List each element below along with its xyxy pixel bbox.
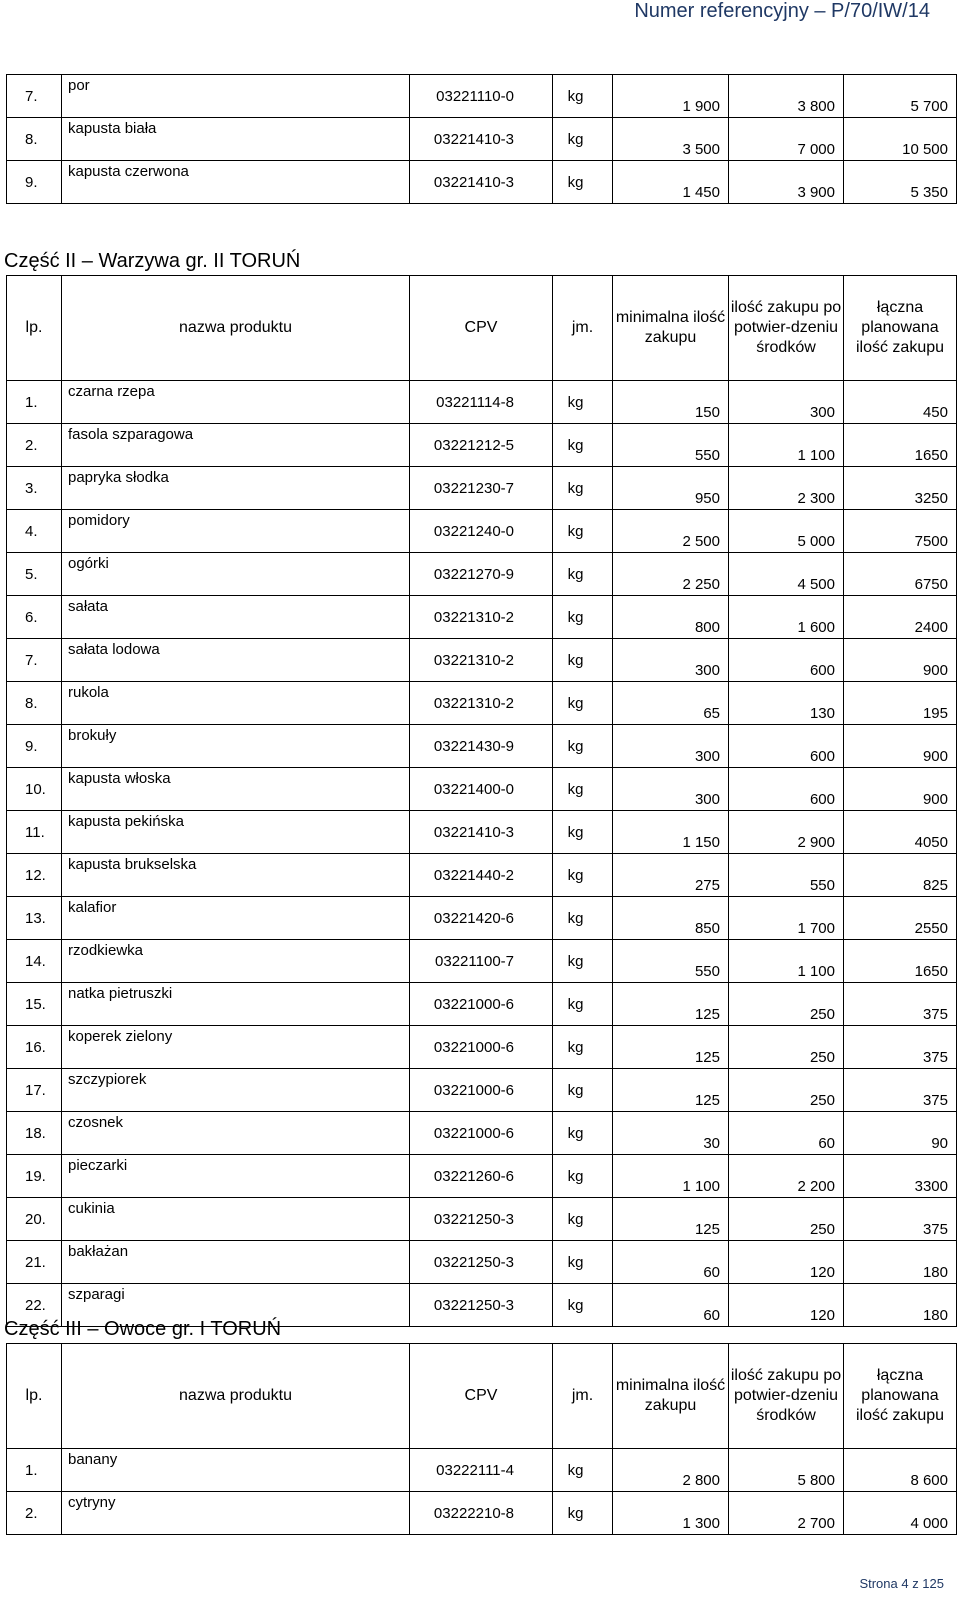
min-quantity: 2 250 xyxy=(613,553,729,596)
product-name: kapusta brukselska xyxy=(62,854,410,897)
table-row xyxy=(7,118,957,161)
row-lp: 9. xyxy=(7,725,62,768)
row-lp: 17. xyxy=(7,1069,62,1112)
part2-header-row xyxy=(7,276,957,381)
total-quantity: 8 600 xyxy=(844,1449,957,1492)
row-lp: 8. xyxy=(7,118,62,161)
product-name: pomidory xyxy=(62,510,410,553)
table-row xyxy=(7,725,957,768)
min-quantity: 1 450 xyxy=(613,161,729,204)
row-lp: 1. xyxy=(7,381,62,424)
unit: kg xyxy=(553,75,613,118)
unit: kg xyxy=(553,118,613,161)
part3-header-row xyxy=(7,1344,957,1449)
total-quantity: 375 xyxy=(844,1069,957,1112)
row-lp: 2. xyxy=(7,424,62,467)
cpv-code: 03222111-4 xyxy=(410,1449,553,1492)
table-row xyxy=(7,467,957,510)
extra-quantity: 3 800 xyxy=(729,75,844,118)
unit: kg xyxy=(553,639,613,682)
product-name: brokuły xyxy=(62,725,410,768)
product-name: czosnek xyxy=(62,1112,410,1155)
cpv-code: 03221110-0 xyxy=(410,75,553,118)
header-zak: ilość zakupu po potwier-dzeniu środków xyxy=(729,1344,844,1449)
unit: kg xyxy=(553,940,613,983)
product-name: czarna rzepa xyxy=(62,381,410,424)
row-lp: 7. xyxy=(7,75,62,118)
unit: kg xyxy=(553,596,613,639)
unit: kg xyxy=(553,1241,613,1284)
unit: kg xyxy=(553,161,613,204)
cpv-code: 03221212-5 xyxy=(410,424,553,467)
unit: kg xyxy=(553,983,613,1026)
table-row xyxy=(7,1492,957,1535)
cpv-code: 03221250-3 xyxy=(410,1198,553,1241)
cpv-code: 03221240-0 xyxy=(410,510,553,553)
table-row xyxy=(7,596,957,639)
unit: kg xyxy=(553,510,613,553)
product-name: cytryny xyxy=(62,1492,410,1535)
table-row xyxy=(7,639,957,682)
header-min: minimalna ilość zakupu xyxy=(613,1344,729,1449)
part1-table xyxy=(6,74,957,204)
part1-table-body xyxy=(7,75,957,204)
row-lp: 6. xyxy=(7,596,62,639)
min-quantity: 800 xyxy=(613,596,729,639)
unit: kg xyxy=(553,1069,613,1112)
extra-quantity: 2 700 xyxy=(729,1492,844,1535)
total-quantity: 1650 xyxy=(844,424,957,467)
extra-quantity: 250 xyxy=(729,983,844,1026)
row-lp: 16. xyxy=(7,1026,62,1069)
total-quantity: 180 xyxy=(844,1241,957,1284)
extra-quantity: 120 xyxy=(729,1241,844,1284)
product-name: cukinia xyxy=(62,1198,410,1241)
min-quantity: 125 xyxy=(613,1198,729,1241)
unit: kg xyxy=(553,1026,613,1069)
extra-quantity: 1 100 xyxy=(729,424,844,467)
header-cpv: CPV xyxy=(410,276,553,381)
min-quantity: 65 xyxy=(613,682,729,725)
extra-quantity: 130 xyxy=(729,682,844,725)
product-name: szparagi xyxy=(62,1284,410,1327)
extra-quantity: 4 500 xyxy=(729,553,844,596)
total-quantity: 5 700 xyxy=(844,75,957,118)
cpv-code: 03221000-6 xyxy=(410,983,553,1026)
row-lp: 10. xyxy=(7,768,62,811)
min-quantity: 1 900 xyxy=(613,75,729,118)
unit: kg xyxy=(553,854,613,897)
total-quantity: 5 350 xyxy=(844,161,957,204)
extra-quantity: 60 xyxy=(729,1112,844,1155)
row-lp: 13. xyxy=(7,897,62,940)
extra-quantity: 600 xyxy=(729,725,844,768)
header-jm: jm. xyxy=(553,276,613,381)
table-row xyxy=(7,854,957,897)
unit: kg xyxy=(553,725,613,768)
table-row xyxy=(7,424,957,467)
row-lp: 14. xyxy=(7,940,62,983)
table-row xyxy=(7,1112,957,1155)
min-quantity: 300 xyxy=(613,639,729,682)
cpv-code: 03221230-7 xyxy=(410,467,553,510)
cpv-code: 03221260-6 xyxy=(410,1155,553,1198)
row-lp: 7. xyxy=(7,639,62,682)
row-lp: 21. xyxy=(7,1241,62,1284)
total-quantity: 2400 xyxy=(844,596,957,639)
unit: kg xyxy=(553,1155,613,1198)
cpv-code: 03221430-9 xyxy=(410,725,553,768)
table-row xyxy=(7,1069,957,1112)
unit: kg xyxy=(553,553,613,596)
total-quantity: 90 xyxy=(844,1112,957,1155)
unit: kg xyxy=(553,424,613,467)
cpv-code: 03221420-6 xyxy=(410,897,553,940)
extra-quantity: 5 800 xyxy=(729,1449,844,1492)
unit: kg xyxy=(553,1112,613,1155)
table-row xyxy=(7,553,957,596)
header-name: nazwa produktu xyxy=(62,1344,410,1449)
cpv-code: 03221000-6 xyxy=(410,1069,553,1112)
total-quantity: 1650 xyxy=(844,940,957,983)
header-laczna: łączna planowana ilość zakupu xyxy=(844,276,957,381)
extra-quantity: 2 200 xyxy=(729,1155,844,1198)
table-row xyxy=(7,1449,957,1492)
header-lp: lp. xyxy=(7,1344,62,1449)
unit: kg xyxy=(553,768,613,811)
extra-quantity: 3 900 xyxy=(729,161,844,204)
min-quantity: 125 xyxy=(613,1069,729,1112)
product-name: sałata lodowa xyxy=(62,639,410,682)
min-quantity: 550 xyxy=(613,940,729,983)
min-quantity: 550 xyxy=(613,424,729,467)
total-quantity: 375 xyxy=(844,1026,957,1069)
header-name: nazwa produktu xyxy=(62,276,410,381)
product-name: szczypiorek xyxy=(62,1069,410,1112)
table-row xyxy=(7,768,957,811)
product-name: kalafior xyxy=(62,897,410,940)
row-lp: 5. xyxy=(7,553,62,596)
document-reference: Numer referencyjny – P/70/IW/14 xyxy=(634,0,930,22)
header-lp: lp. xyxy=(7,276,62,381)
extra-quantity: 120 xyxy=(729,1284,844,1327)
cpv-code: 03221000-6 xyxy=(410,1112,553,1155)
unit: kg xyxy=(553,467,613,510)
cpv-code: 03221100-7 xyxy=(410,940,553,983)
extra-quantity: 7 000 xyxy=(729,118,844,161)
part3-table-body xyxy=(7,1449,957,1535)
table-row xyxy=(7,510,957,553)
table-row xyxy=(7,75,957,118)
total-quantity: 195 xyxy=(844,682,957,725)
table-row xyxy=(7,940,957,983)
part2-table xyxy=(6,275,957,1327)
min-quantity: 2 500 xyxy=(613,510,729,553)
product-name: koperek zielony xyxy=(62,1026,410,1069)
extra-quantity: 2 300 xyxy=(729,467,844,510)
row-lp: 1. xyxy=(7,1449,62,1492)
cpv-code: 03221410-3 xyxy=(410,811,553,854)
cpv-code: 03221310-2 xyxy=(410,682,553,725)
header-jm: jm. xyxy=(553,1344,613,1449)
product-name: ogórki xyxy=(62,553,410,596)
min-quantity: 300 xyxy=(613,768,729,811)
total-quantity: 900 xyxy=(844,725,957,768)
row-lp: 12. xyxy=(7,854,62,897)
min-quantity: 850 xyxy=(613,897,729,940)
total-quantity: 3250 xyxy=(844,467,957,510)
total-quantity: 4 000 xyxy=(844,1492,957,1535)
min-quantity: 1 100 xyxy=(613,1155,729,1198)
header-laczna: łączna planowana ilość zakupu xyxy=(844,1344,957,1449)
total-quantity: 10 500 xyxy=(844,118,957,161)
unit: kg xyxy=(553,897,613,940)
product-name: bakłażan xyxy=(62,1241,410,1284)
cpv-code: 03222210-8 xyxy=(410,1492,553,1535)
product-name: kapusta biała xyxy=(62,118,410,161)
min-quantity: 1 300 xyxy=(613,1492,729,1535)
cpv-code: 03221270-9 xyxy=(410,553,553,596)
total-quantity: 2550 xyxy=(844,897,957,940)
unit: kg xyxy=(553,682,613,725)
product-name: kapusta pekińska xyxy=(62,811,410,854)
row-lp: 18. xyxy=(7,1112,62,1155)
product-name: rukola xyxy=(62,682,410,725)
cpv-code: 03221400-0 xyxy=(410,768,553,811)
product-name: natka pietruszki xyxy=(62,983,410,1026)
table-row xyxy=(7,161,957,204)
unit: kg xyxy=(553,381,613,424)
extra-quantity: 600 xyxy=(729,768,844,811)
header-cpv: CPV xyxy=(410,1344,553,1449)
extra-quantity: 5 000 xyxy=(729,510,844,553)
table-row xyxy=(7,1198,957,1241)
row-lp: 9. xyxy=(7,161,62,204)
table-row xyxy=(7,1241,957,1284)
min-quantity: 125 xyxy=(613,983,729,1026)
total-quantity: 900 xyxy=(844,768,957,811)
row-lp: 11. xyxy=(7,811,62,854)
min-quantity: 30 xyxy=(613,1112,729,1155)
min-quantity: 3 500 xyxy=(613,118,729,161)
table-row xyxy=(7,897,957,940)
row-lp: 15. xyxy=(7,983,62,1026)
unit: kg xyxy=(553,811,613,854)
cpv-code: 03221250-3 xyxy=(410,1284,553,1327)
extra-quantity: 1 600 xyxy=(729,596,844,639)
part3-title: Część III – Owoce gr. I TORUŃ xyxy=(4,1318,282,1340)
cpv-code: 03221440-2 xyxy=(410,854,553,897)
row-lp: 20. xyxy=(7,1198,62,1241)
row-lp: 8. xyxy=(7,682,62,725)
cpv-code: 03221310-2 xyxy=(410,596,553,639)
extra-quantity: 300 xyxy=(729,381,844,424)
table-row xyxy=(7,1026,957,1069)
total-quantity: 7500 xyxy=(844,510,957,553)
cpv-code: 03221310-2 xyxy=(410,639,553,682)
row-lp: 22. xyxy=(7,1284,62,1327)
product-name: kapusta czerwona xyxy=(62,161,410,204)
row-lp: 4. xyxy=(7,510,62,553)
unit: kg xyxy=(553,1492,613,1535)
product-name: kapusta włoska xyxy=(62,768,410,811)
total-quantity: 3300 xyxy=(844,1155,957,1198)
min-quantity: 275 xyxy=(613,854,729,897)
min-quantity: 1 150 xyxy=(613,811,729,854)
total-quantity: 375 xyxy=(844,1198,957,1241)
extra-quantity: 250 xyxy=(729,1069,844,1112)
header-min: minimalna ilość zakupu xyxy=(613,276,729,381)
cpv-code: 03221250-3 xyxy=(410,1241,553,1284)
table-row xyxy=(7,381,957,424)
min-quantity: 60 xyxy=(613,1284,729,1327)
product-name: banany xyxy=(62,1449,410,1492)
cpv-code: 03221410-3 xyxy=(410,118,553,161)
product-name: rzodkiewka xyxy=(62,940,410,983)
min-quantity: 125 xyxy=(613,1026,729,1069)
extra-quantity: 600 xyxy=(729,639,844,682)
product-name: pieczarki xyxy=(62,1155,410,1198)
extra-quantity: 550 xyxy=(729,854,844,897)
row-lp: 3. xyxy=(7,467,62,510)
header-zak: ilość zakupu po potwier-dzeniu środków xyxy=(729,276,844,381)
product-name: fasola szparagowa xyxy=(62,424,410,467)
total-quantity: 4050 xyxy=(844,811,957,854)
total-quantity: 450 xyxy=(844,381,957,424)
row-lp: 19. xyxy=(7,1155,62,1198)
total-quantity: 375 xyxy=(844,983,957,1026)
total-quantity: 825 xyxy=(844,854,957,897)
cpv-code: 03221114-8 xyxy=(410,381,553,424)
row-lp: 2. xyxy=(7,1492,62,1535)
part2-table-body xyxy=(7,381,957,1327)
page-number: Strona 4 z 125 xyxy=(859,1576,944,1591)
table-row xyxy=(7,811,957,854)
extra-quantity: 1 100 xyxy=(729,940,844,983)
extra-quantity: 250 xyxy=(729,1026,844,1069)
min-quantity: 60 xyxy=(613,1241,729,1284)
unit: kg xyxy=(553,1284,613,1327)
unit: kg xyxy=(553,1198,613,1241)
total-quantity: 180 xyxy=(844,1284,957,1327)
total-quantity: 6750 xyxy=(844,553,957,596)
table-row xyxy=(7,1155,957,1198)
product-name: sałata xyxy=(62,596,410,639)
unit: kg xyxy=(553,1449,613,1492)
min-quantity: 150 xyxy=(613,381,729,424)
table-row xyxy=(7,682,957,725)
extra-quantity: 250 xyxy=(729,1198,844,1241)
part3-table xyxy=(6,1343,957,1535)
part2-title: Część II – Warzywa gr. II TORUŃ xyxy=(4,250,301,272)
product-name: papryka słodka xyxy=(62,467,410,510)
cpv-code: 03221410-3 xyxy=(410,161,553,204)
cpv-code: 03221000-6 xyxy=(410,1026,553,1069)
total-quantity: 900 xyxy=(844,639,957,682)
min-quantity: 300 xyxy=(613,725,729,768)
product-name: por xyxy=(62,75,410,118)
table-row xyxy=(7,983,957,1026)
min-quantity: 950 xyxy=(613,467,729,510)
min-quantity: 2 800 xyxy=(613,1449,729,1492)
extra-quantity: 1 700 xyxy=(729,897,844,940)
extra-quantity: 2 900 xyxy=(729,811,844,854)
